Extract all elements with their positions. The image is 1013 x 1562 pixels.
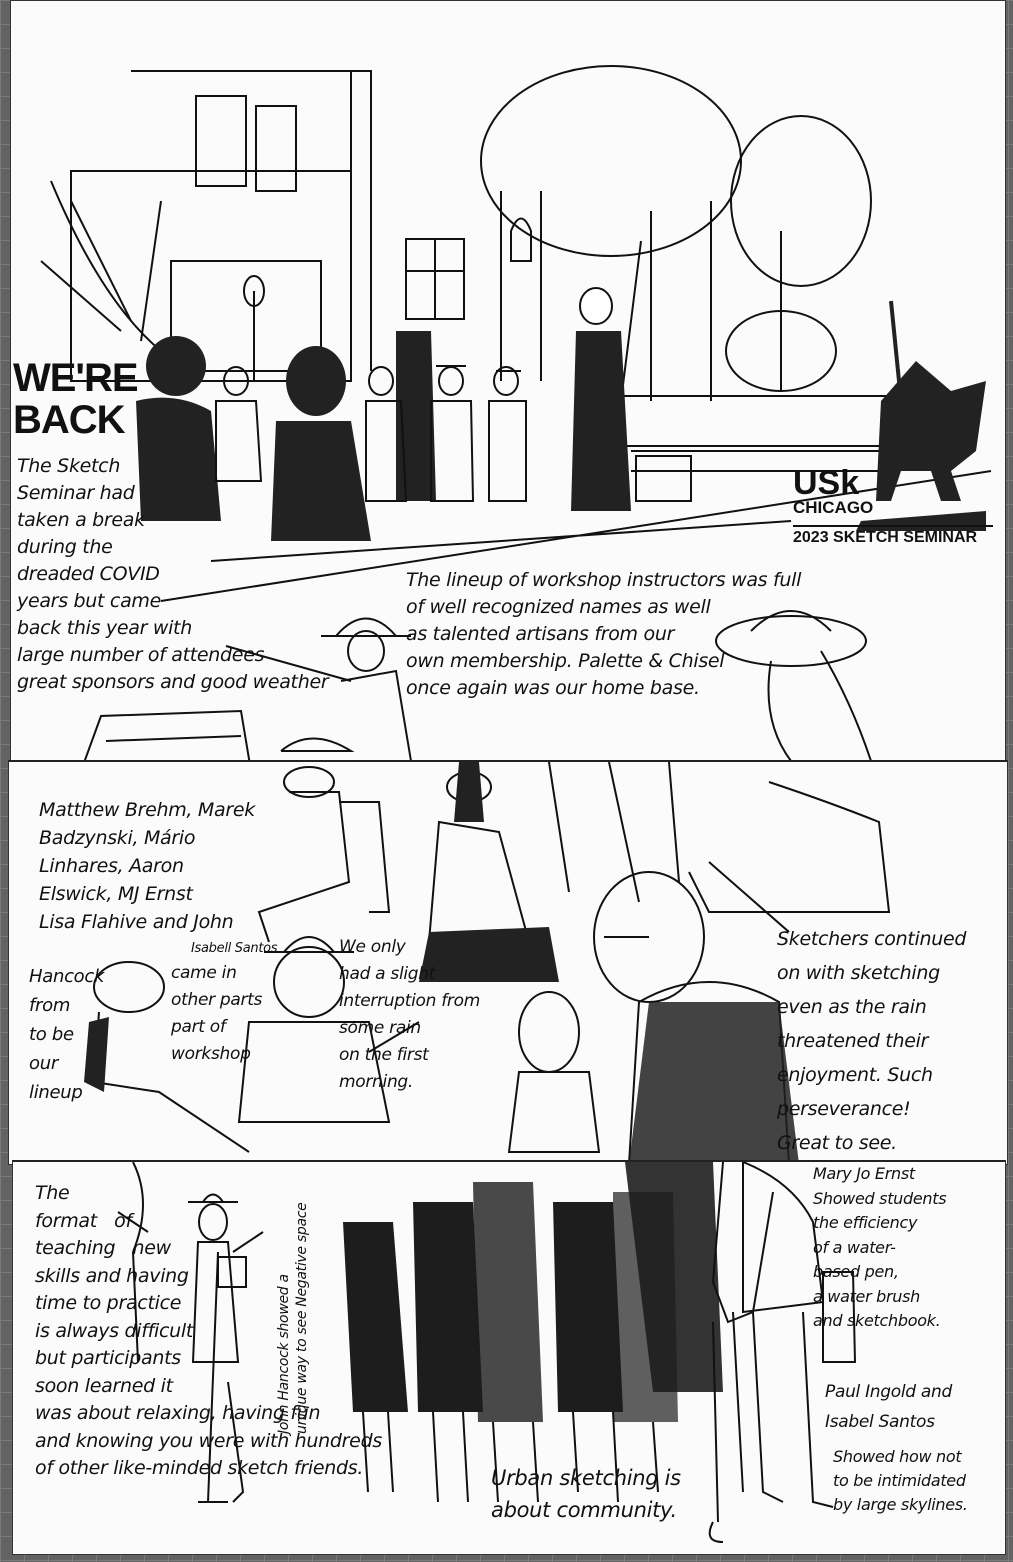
logo-city: CHICAGO [793,498,874,518]
community-note: Urban sketching is about community. [491,1466,681,1522]
logo-usk: USk [793,464,860,502]
intro-text: The Sketch Seminar had taken a break during the dreaded COVID years but came back this year with large number of attendees great sponsors and good weather [17,455,329,693]
paul-isabel-note: Paul Ingold and Isabel Santos [825,1382,952,1432]
logo-event: 2023 SKETCH SEMINAR [793,525,993,546]
hancock-note: Hancock from to be our lineup [29,966,105,1103]
maryjo-note: Mary Jo Ernst Showed students the efficiency of a water- based pen, a water brush and sketchbook. [813,1164,947,1330]
instructors-list: Matthew Brehm, Marek Badzynski, Mário Linhares, Aaron Elswick, MJ Ernst Lisa Flahive and John [39,799,255,933]
rain-note: We only had a slight interruption from some rain on the first morning. [339,937,480,1092]
headline-back: BACK [13,398,125,442]
sketchbook-page-bottom [12,1160,1006,1555]
headline-were: WE'RE [13,356,138,400]
hancock-vertical-note: John Hancock showed a unique way to see Negative space [276,1202,310,1434]
isabell-santos-note: Isabell Santos [191,941,278,956]
sketchbook-page-top [10,0,1006,762]
came-in-note: came in other parts part of workshop [171,963,263,1064]
lineup-note: The lineup of workshop instructors was full of well recognized names as well as talented artisans from our own membership. Palette & Chisel once again was our home base. [406,569,802,699]
usk-chicago-logo [793,464,993,546]
sketchers-note: Sketchers continued on with sketching even as the rain threatened their enjoyment. Such perseverance! Great to see. [777,928,967,1154]
format-note: The format of teaching new skills and having time to practice is always difficult but participants soon learned it was about relaxing, having fun and knowing you were with hundreds of other like-minded sketch friends. [35,1182,382,1479]
skylines-note: Showed how not to be intimidated by large skylines. [833,1447,968,1514]
sketchbook-page-middle [8,760,1008,1165]
